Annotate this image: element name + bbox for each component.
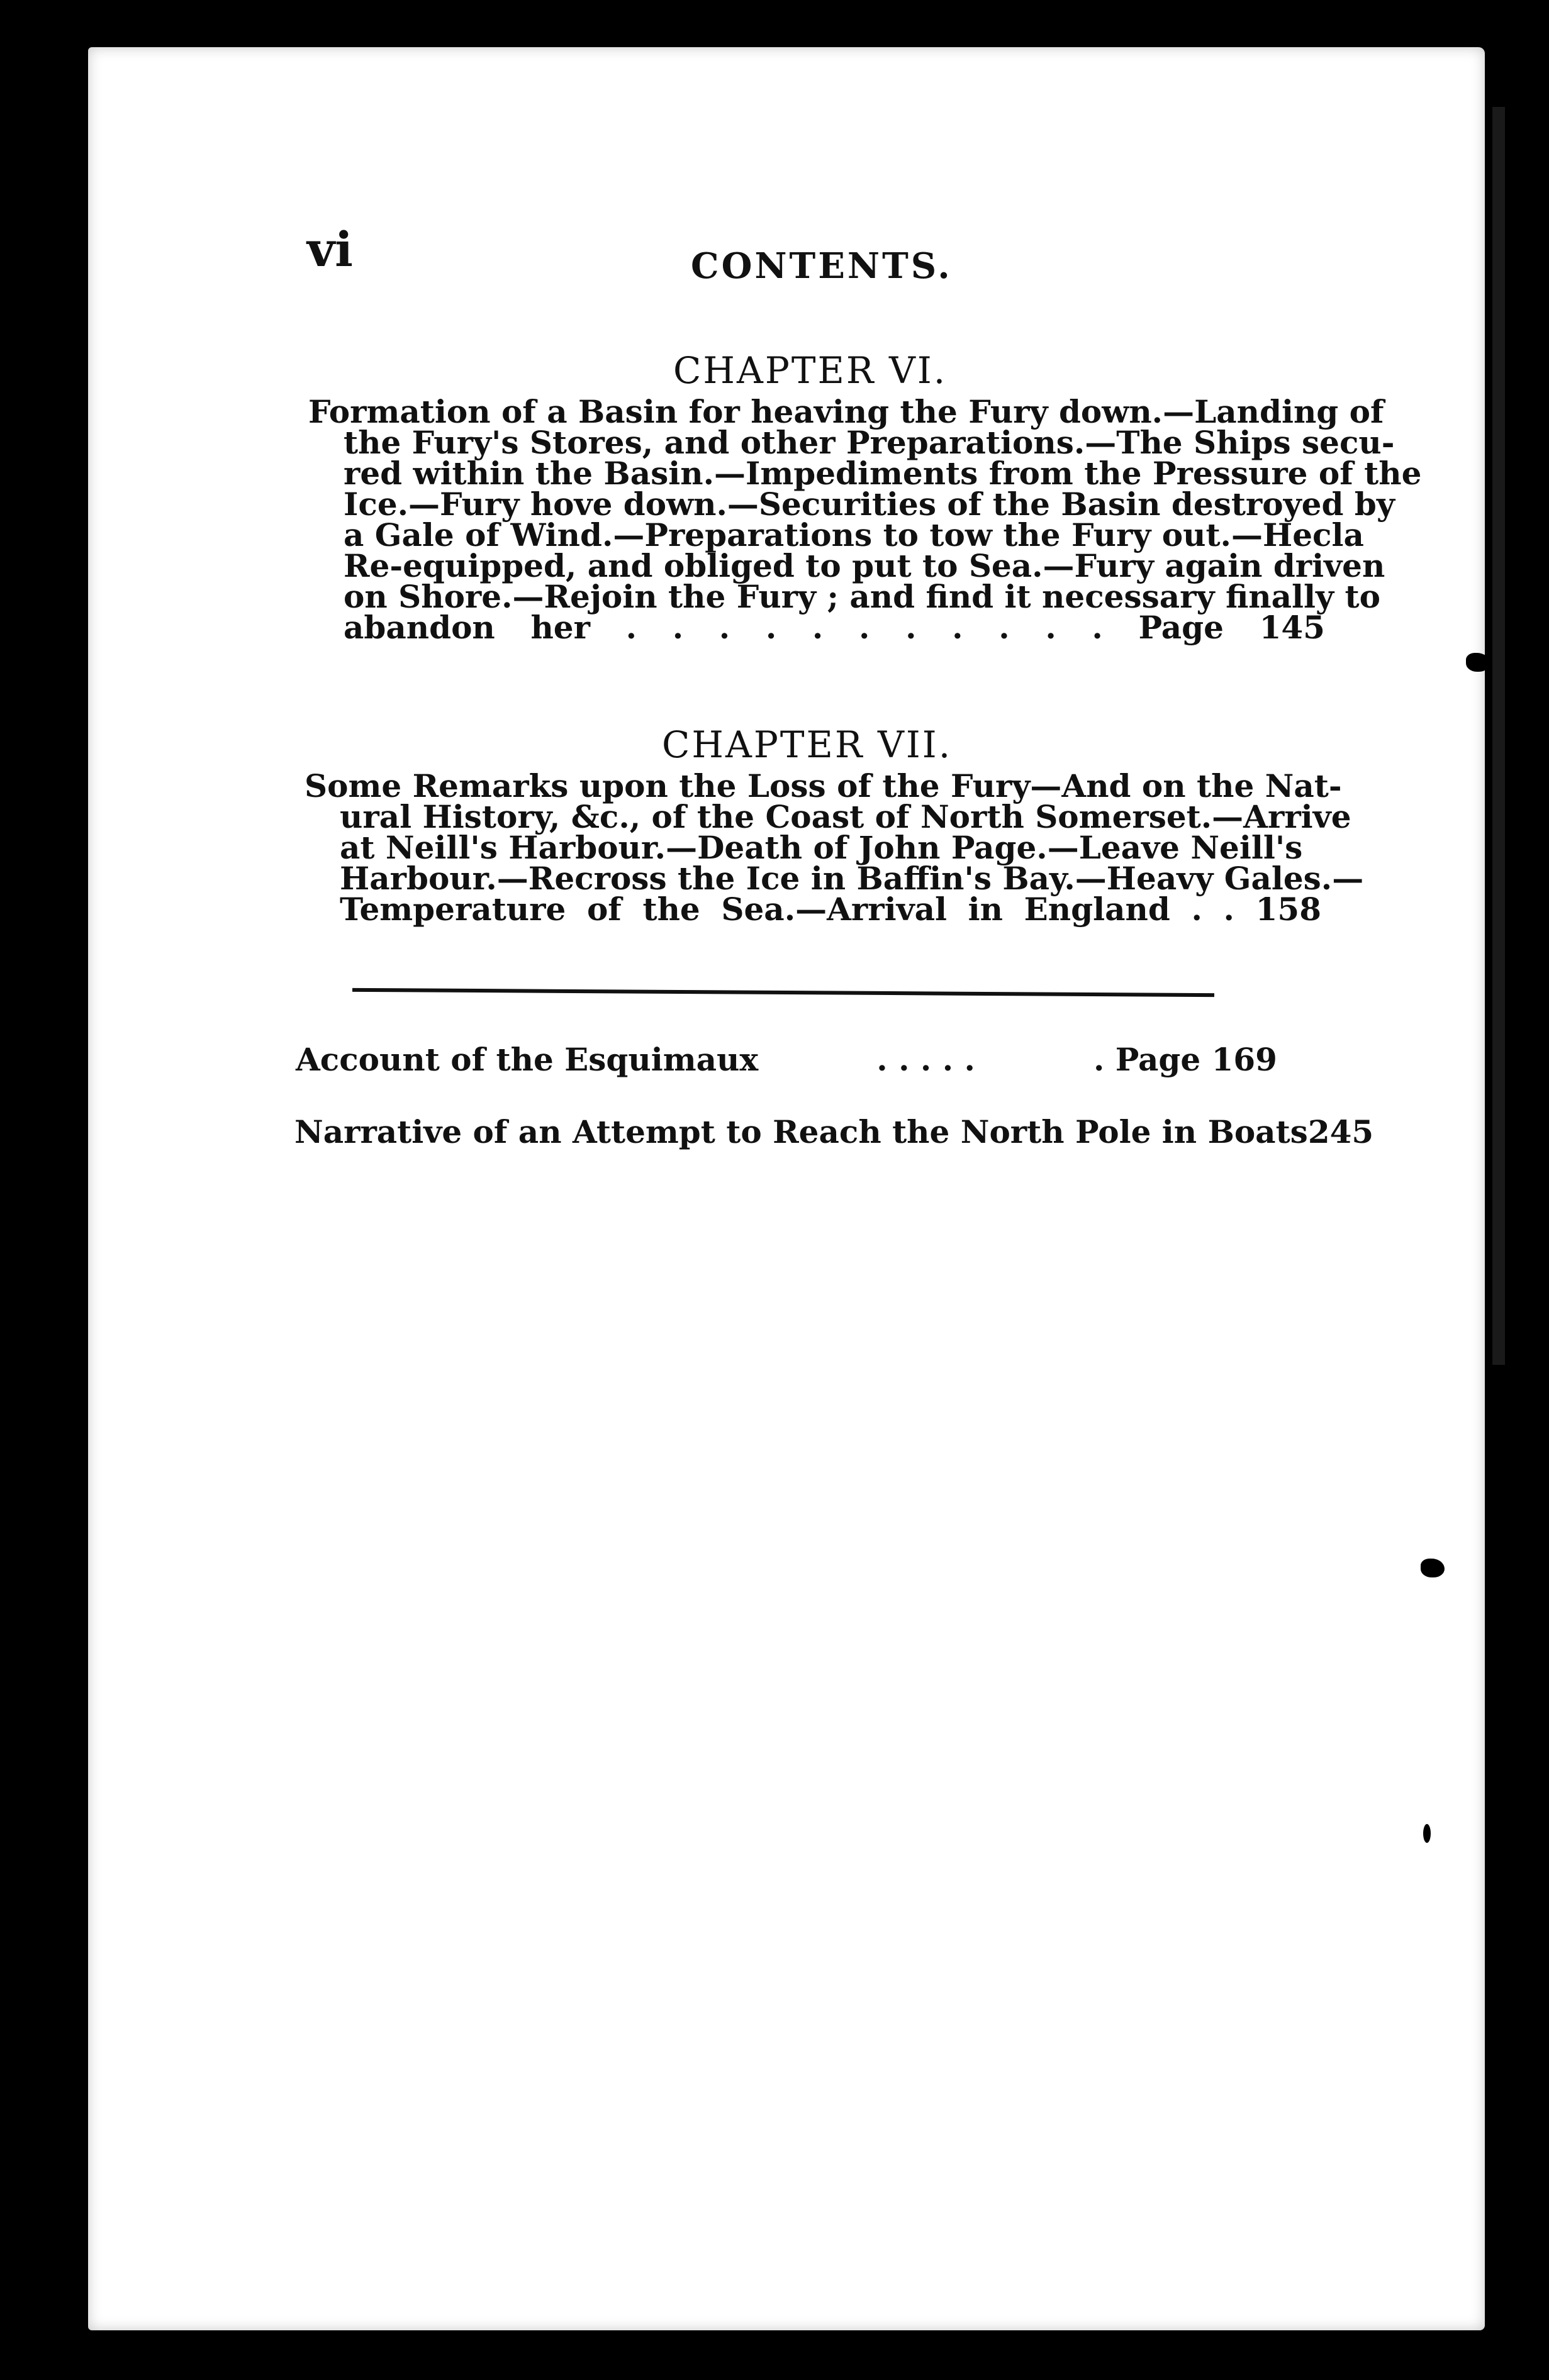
page-reference: 245 — [1307, 1113, 1374, 1150]
summary-line: ural History, &c., of the Coast of North Somerset.—Arrive — [340, 798, 1351, 835]
chapter-summary — [308, 393, 1422, 646]
dot-leader: . . . . . — [876, 1041, 975, 1078]
summary-line: Some Remarks upon the Loss of the Fury—And on the Nat- — [305, 767, 1342, 804]
dot-leader: . . . . . . . . . . — [625, 609, 1056, 646]
page-reference: . 158 — [1223, 891, 1321, 928]
entry-title: Account of the Esquimaux — [296, 1041, 759, 1078]
summary-last-line — [305, 891, 1321, 928]
dot-leader: . — [1191, 891, 1202, 928]
page-edge-blot — [1421, 1559, 1445, 1577]
summary-line: a Gale of Wind.—Preparations to tow the Fury out.—Hecla — [344, 516, 1364, 553]
contents-entry — [296, 1041, 1277, 1078]
page-edge-blot — [1466, 653, 1490, 672]
chapter-heading: CHAPTER VI. — [673, 349, 948, 392]
page-reference: . Page 169 — [1093, 1041, 1277, 1078]
summary-line: the Fury's Stores, and other Preparations.—The Ships secu- — [344, 424, 1395, 461]
summary-line: Ice.—Fury hove down.—Securities of the Basin destroyed by — [344, 486, 1395, 523]
contents-entry — [294, 1113, 1374, 1150]
summary-line: on Shore.—Rejoin the Fury ; and find it necessary finally to — [344, 578, 1380, 615]
chapter-heading: CHAPTER VII. — [662, 723, 953, 766]
running-head: CONTENTS. — [691, 245, 953, 287]
chapter-summary — [305, 767, 1364, 928]
entry-title: Narrative of an Attempt to Reach the North Pole in Boats — [294, 1113, 1308, 1150]
page-reference: . Page 145 — [1092, 609, 1325, 646]
page-folio: vi — [307, 221, 354, 277]
summary-line: Harbour.—Recross the Ice in Baffin's Bay.—Heavy Gales.— — [340, 860, 1364, 897]
summary-line: red within the Basin.—Impediments from the Pressure of the — [344, 455, 1422, 492]
summary-line-text: abandon her — [344, 609, 590, 646]
summary-line-text: Temperature of the Sea.—Arrival in England — [340, 891, 1170, 928]
summary-line: at Neill's Harbour.—Death of John Page.—Leave Neill's — [340, 829, 1303, 866]
summary-line: Re-equipped, and obliged to put to Sea.—Fury again driven — [344, 547, 1385, 584]
summary-line: Formation of a Basin for heaving the Fury down.—Landing of — [308, 393, 1384, 430]
scan-shadow — [1492, 107, 1505, 1365]
page-edge-speck — [1423, 1824, 1431, 1843]
summary-last-line — [308, 609, 1325, 646]
